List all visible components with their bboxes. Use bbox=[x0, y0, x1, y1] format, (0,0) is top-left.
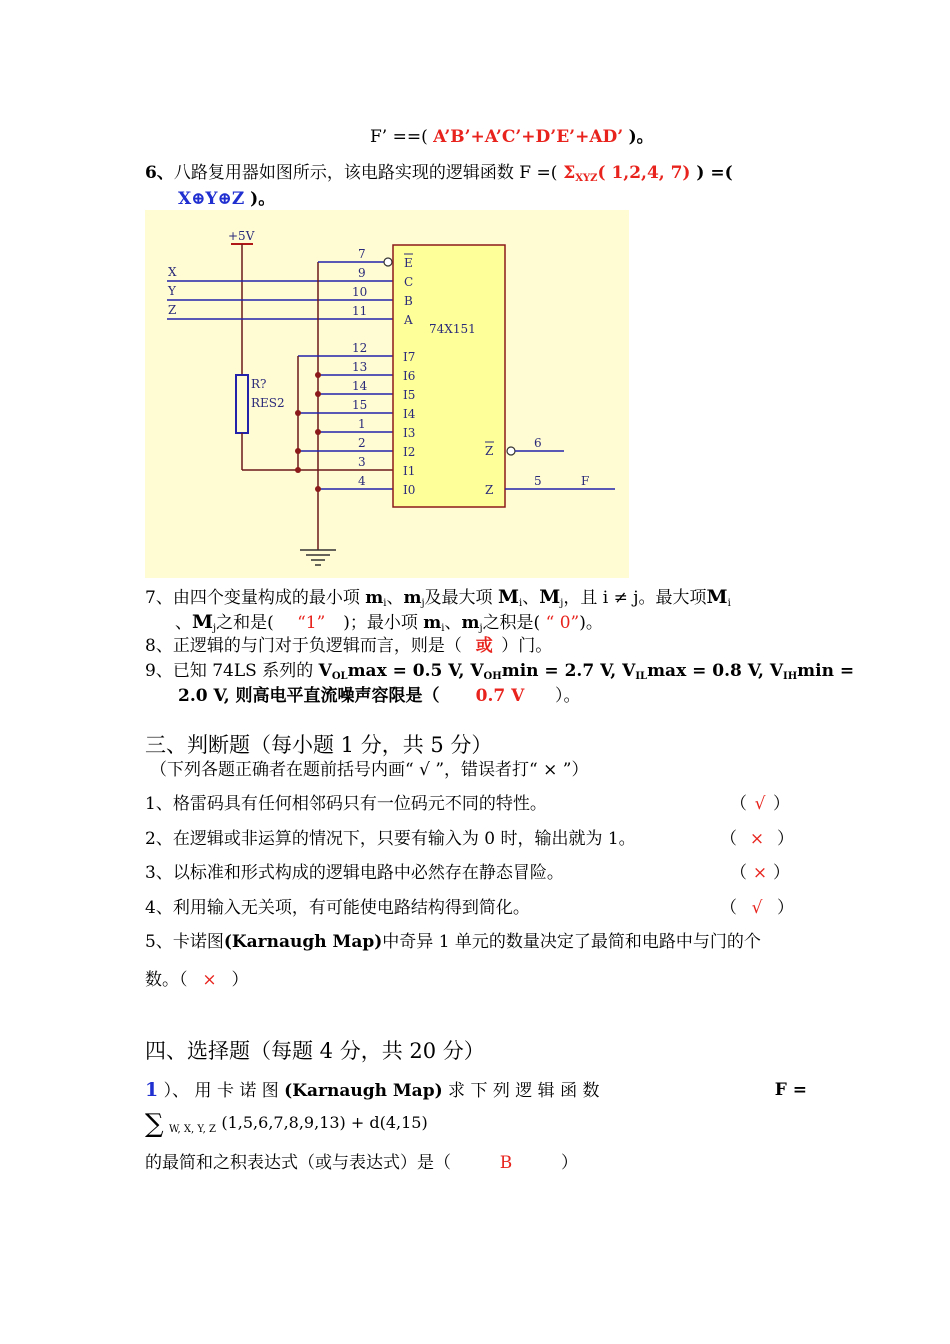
section3-note: （下列各题正确者在题前括号内画“ √ ”，错误者打“ × ”） bbox=[150, 760, 589, 780]
junction-dot bbox=[315, 391, 321, 397]
q7-text-a: 由四个变量构成的最小项 bbox=[172, 588, 360, 608]
q5-answer: A’B’+A’C’+D’E’+AD’ bbox=[433, 127, 624, 147]
q7-sub-i: i bbox=[441, 623, 445, 634]
q7-sub-i: i bbox=[727, 598, 731, 609]
q7-sub-j: j bbox=[421, 598, 425, 609]
q6-end: )。 bbox=[250, 189, 276, 209]
q9-sub-ih: IH bbox=[783, 671, 798, 682]
junction-dot bbox=[295, 467, 301, 473]
q7-M: M bbox=[539, 586, 561, 608]
chip-pin-label: A bbox=[404, 313, 413, 327]
input-label-x: X bbox=[168, 265, 177, 279]
q6-sigma-sub: XYZ bbox=[575, 173, 598, 184]
q9-t4: max = 0.8 V, V bbox=[647, 661, 784, 681]
chip-pin-label: I3 bbox=[403, 426, 416, 440]
section4-title: 四、选择题（每题 4 分，共 20 分） bbox=[145, 1039, 485, 1063]
q8-text: 正逻辑的与门对于负逻辑而言，则是（ bbox=[172, 636, 462, 656]
choice-q1-text-c: 的最简和之积表达式（或与表达式）是（ bbox=[145, 1153, 451, 1173]
choice-q1-km: (Karnaugh Map) bbox=[284, 1081, 443, 1101]
sum-symbol: ∑ bbox=[145, 1109, 164, 1139]
judge-item-5-b: 中奇异 1 单元的数量决定了最简和电路中与门的个 bbox=[382, 932, 761, 952]
judge-item-5-km: (Karnaugh Map) bbox=[223, 932, 383, 952]
q7-text-g: )。 bbox=[579, 613, 603, 633]
q7-text-e: )；最小项 bbox=[343, 613, 418, 633]
enable-bubble bbox=[384, 258, 392, 266]
junction-dot bbox=[315, 372, 321, 378]
q6-answer2: X⊕Y⊕Z bbox=[178, 189, 245, 209]
judge-item-1: 1、格雷码具有任何相邻码只有一位码元不同的特性。 bbox=[145, 794, 547, 814]
q5-suffix: )。 bbox=[628, 127, 654, 147]
output-label-z: Z bbox=[485, 483, 494, 497]
q7-text-d: 之和是( bbox=[216, 613, 274, 633]
choice-q1-text-a: ）、 用 卡 诺 图 bbox=[163, 1081, 279, 1101]
q9-t2: max = 0.5 V, V bbox=[347, 661, 484, 681]
pin-number: 11 bbox=[352, 304, 368, 318]
q7-number: 7、 bbox=[145, 588, 173, 608]
choice-q1-close: ） bbox=[561, 1153, 578, 1173]
pin-number: 3 bbox=[358, 455, 366, 469]
mux-circuit-diagram bbox=[145, 210, 629, 578]
pin-number: 5 bbox=[534, 474, 542, 488]
q7-m: m bbox=[423, 613, 442, 633]
input-label-z: Z bbox=[168, 303, 177, 317]
judge-item-5-line2 bbox=[145, 969, 249, 991]
input-label-y: Y bbox=[168, 284, 176, 298]
judge-item-4: 4、利用输入无关项，有可能使电路结构得到简化。 bbox=[145, 898, 530, 918]
pin-number: 7 bbox=[358, 247, 366, 261]
q6-line2 bbox=[178, 188, 275, 210]
pin-number: 14 bbox=[352, 379, 368, 393]
q5-prefix: F’ ==( bbox=[370, 127, 428, 147]
pin-number: 6 bbox=[534, 436, 542, 450]
q7-sep: 、 bbox=[444, 613, 462, 633]
judge-item-3: 3、以标准和形式构成的逻辑电路中必然存在静态冒险。 bbox=[145, 863, 564, 883]
sum-subscript: W, X, Y, Z bbox=[168, 1124, 216, 1135]
chip-pin-label: B bbox=[404, 294, 413, 308]
q7-m: m bbox=[365, 588, 384, 608]
judge-answer-5: × bbox=[202, 970, 217, 990]
pin-number: 15 bbox=[352, 398, 368, 412]
q6-mid: ) =( bbox=[696, 163, 733, 183]
q7-sep: 、 bbox=[522, 588, 540, 608]
judge-item-2: 2、在逻辑或非运算的情况下，只要有输入为 0 时，输出就为 1。 bbox=[145, 829, 636, 849]
q7-answer1: “1” bbox=[297, 613, 326, 633]
q9-sub-il: IL bbox=[635, 671, 648, 682]
judge-answer-1: （ √ ） bbox=[730, 794, 790, 814]
choice-q1-text-b: 求 下 列 逻 辑 函 数 bbox=[448, 1081, 600, 1101]
q7-sub-j: j bbox=[479, 623, 483, 634]
q8-number: 8、 bbox=[145, 636, 173, 656]
pin-number: 13 bbox=[352, 360, 368, 374]
sum-terms: (1,5,6,7,8,9,13) + d(4,15) bbox=[221, 1113, 428, 1132]
q7-sep: 、 bbox=[175, 613, 192, 633]
pin-number: 4 bbox=[358, 474, 366, 488]
pin-number: 9 bbox=[358, 266, 366, 280]
q9-line2-text: 2.0 V, 则高电平直流噪声容限是（ bbox=[178, 686, 440, 706]
q7-text-f: 之积是( bbox=[482, 613, 541, 633]
judge-item-5-c: 数。（ bbox=[145, 970, 188, 990]
judge-answer-3: （ × ） bbox=[730, 863, 790, 883]
q6-text: 八路复用器如图所示，该电路实现的逻辑函数 F =( bbox=[173, 163, 558, 183]
q7-M: M bbox=[497, 586, 519, 608]
output-label-f: F bbox=[581, 474, 590, 488]
q7-sub-i: i bbox=[383, 598, 387, 609]
q7-m: m bbox=[403, 588, 422, 608]
chip-pin-label: E bbox=[404, 256, 413, 270]
q5-answer-line bbox=[370, 126, 654, 148]
chip-pin-label: I4 bbox=[403, 407, 416, 421]
choice-q1-f: F = bbox=[774, 1080, 807, 1100]
pin-number: 10 bbox=[352, 285, 368, 299]
junction-dot bbox=[295, 448, 301, 454]
q9-t5: min = bbox=[797, 661, 855, 681]
choice-q1-line3 bbox=[145, 1152, 578, 1174]
q9-line1: 9、已知 74LS 系列的 $V_{OL}\max = 0.5$ V, $V_{OH}\min = 2.7$ V, $V_{IL}\max = 0.8$ V, $V_{IH}\min$ = bbox=[145, 661, 855, 682]
judge-item-5-close: ） bbox=[231, 970, 249, 990]
supply-label: +5V bbox=[228, 229, 255, 243]
junction-dot bbox=[315, 429, 321, 435]
junction-dot bbox=[315, 486, 321, 492]
q7-answer2: “ 0” bbox=[545, 613, 580, 633]
q9-sub-ol: OL bbox=[331, 671, 348, 682]
q7-sub-j: j bbox=[560, 598, 564, 609]
q7-sub-i: i bbox=[519, 598, 523, 609]
q9-sub-oh: OH bbox=[483, 671, 502, 682]
q9-t3: min = 2.7 V, V bbox=[501, 661, 636, 681]
judge-answer-4: （ √ ） bbox=[720, 898, 794, 918]
q8-end: ）门。 bbox=[501, 636, 553, 656]
chip-pin-label: I5 bbox=[403, 388, 416, 402]
q8-line bbox=[145, 635, 552, 657]
chip-label: 74X151 bbox=[429, 322, 476, 336]
pin-number: 12 bbox=[352, 341, 368, 355]
q7-m: m bbox=[461, 613, 480, 633]
choice-q1-line1 bbox=[145, 1079, 807, 1102]
q6-sigma: Σ bbox=[563, 163, 576, 183]
resistor-ref: R? bbox=[251, 377, 267, 391]
section3-title: 三、判断题（每小题 1 分，共 5 分） bbox=[145, 733, 493, 757]
q9-end: ）。 bbox=[554, 686, 581, 706]
choice-q1-number: 1 bbox=[145, 1079, 159, 1101]
junction-dot bbox=[295, 410, 301, 416]
q9-answer: 0.7 V bbox=[475, 686, 525, 706]
output-label-zbar: Z bbox=[485, 444, 494, 458]
q9-number: 9、 bbox=[145, 661, 173, 681]
q7-sub-j: j bbox=[213, 623, 217, 634]
chip-pin-label: I2 bbox=[403, 445, 416, 459]
q6-number: 6、 bbox=[145, 163, 174, 183]
judge-item-5-line1 bbox=[145, 931, 761, 953]
chip-pin-label: I0 bbox=[403, 483, 416, 497]
q6-line1 bbox=[145, 162, 733, 190]
judge-item-5-a: 5、卡诺图 bbox=[145, 932, 224, 952]
choice-q1-answer: B bbox=[499, 1153, 513, 1173]
resistor-type: RES2 bbox=[251, 396, 285, 410]
pin-number: 2 bbox=[358, 436, 366, 450]
q7-text-b: 及最大项 bbox=[424, 588, 493, 608]
choice-q1-formula bbox=[145, 1109, 428, 1141]
q9-line2 bbox=[178, 685, 580, 707]
q7-M: M bbox=[706, 586, 728, 608]
chip-pin-label: I6 bbox=[403, 369, 416, 383]
chip-pin-label: I1 bbox=[403, 464, 416, 478]
pin-number: 1 bbox=[358, 417, 366, 431]
q7-sep: 、 bbox=[386, 588, 404, 608]
q7-text-c: ，且 i ≠ j。最大项 bbox=[563, 588, 707, 608]
zbar-bubble bbox=[507, 447, 515, 455]
chip-pin-label: I7 bbox=[403, 350, 416, 364]
chip-pin-label: C bbox=[404, 275, 414, 289]
judge-answer-2: （ × ） bbox=[720, 829, 794, 849]
q7-M: M bbox=[192, 611, 214, 633]
q6-terms: ( 1,2,4, 7) bbox=[597, 163, 691, 183]
q8-answer: 或 bbox=[475, 636, 493, 656]
